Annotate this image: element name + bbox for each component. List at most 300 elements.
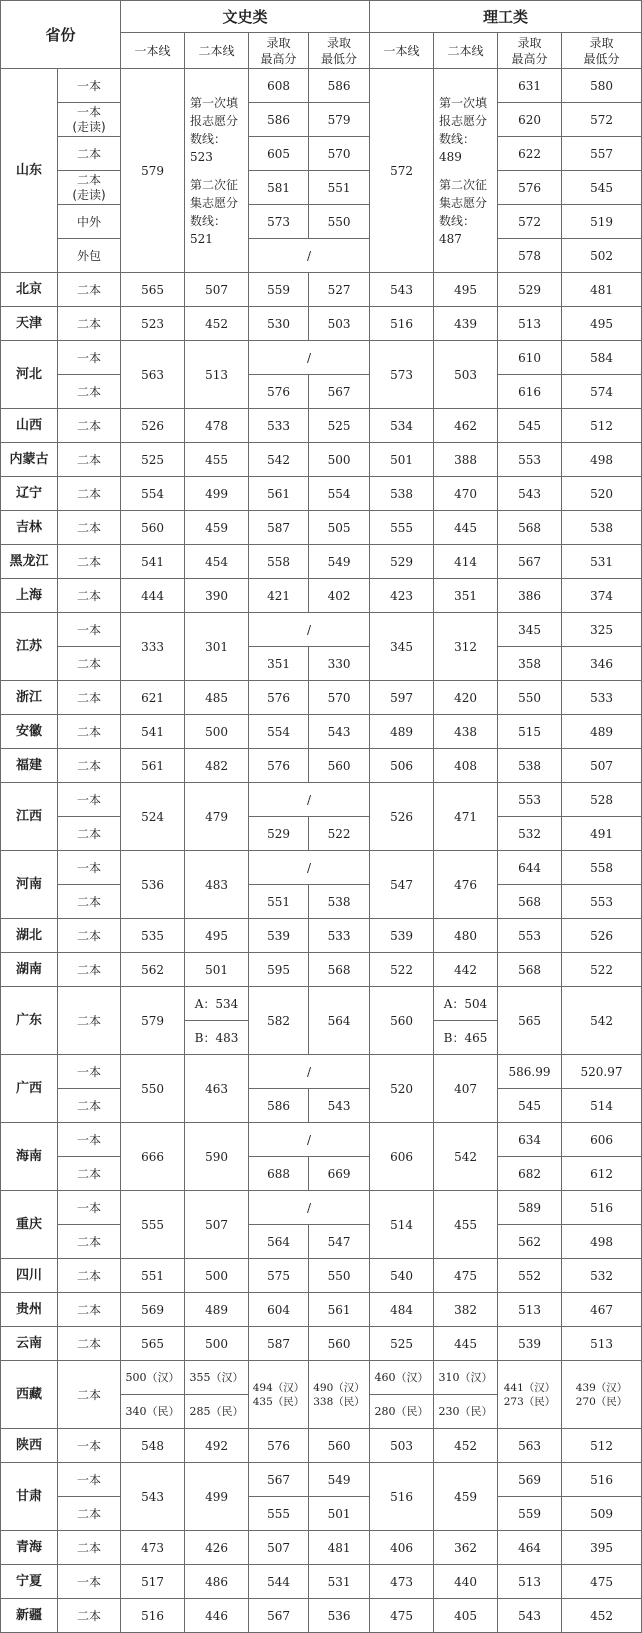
header-wen-yiben-line: 一本线 xyxy=(121,33,185,69)
li-min: 520 xyxy=(562,477,642,511)
table-row xyxy=(1,579,642,613)
li-max: 513 xyxy=(498,1565,562,1599)
wen-max: 581 xyxy=(249,171,309,205)
wen-min: 568 xyxy=(309,953,370,987)
wen-max: 559 xyxy=(249,273,309,307)
wen-min: 547 xyxy=(309,1225,370,1259)
li-max: 513 xyxy=(498,307,562,341)
li-max: 538 xyxy=(498,749,562,783)
li-min: 574 xyxy=(562,375,642,409)
table-row xyxy=(1,1531,642,1565)
wen-erben-line-b: B：483 xyxy=(185,1021,249,1055)
province-name: 山东 xyxy=(1,69,58,273)
wen-erben-line: 485 xyxy=(185,681,249,715)
wen-max: 573 xyxy=(249,205,309,239)
li-yiben-line: 560 xyxy=(370,987,434,1055)
wen-yiben-line: 562 xyxy=(121,953,185,987)
wen-min: 549 xyxy=(309,1463,370,1497)
li-erben-line: 476 xyxy=(434,851,498,919)
li-erben-line: 351 xyxy=(434,579,498,613)
table-row xyxy=(1,409,642,443)
li-erben-line: 470 xyxy=(434,477,498,511)
wen-yiben-line: 517 xyxy=(121,1565,185,1599)
wen-min: 533 xyxy=(309,919,370,953)
li-yiben-line: 503 xyxy=(370,1429,434,1463)
batch-label: 外包 xyxy=(58,239,121,273)
province-name: 重庆 xyxy=(1,1191,58,1259)
wen-yiben-line: 561 xyxy=(121,749,185,783)
table-row xyxy=(1,205,642,239)
li-min: 507 xyxy=(562,749,642,783)
li-yiben-line: 526 xyxy=(370,783,434,851)
province-name: 宁夏 xyxy=(1,1565,58,1599)
wen-min: 549 xyxy=(309,545,370,579)
wen-max: 576 xyxy=(249,681,309,715)
table-row xyxy=(1,1191,642,1225)
li-yiben-line: 475 xyxy=(370,1599,434,1633)
wen-max: 575 xyxy=(249,1259,309,1293)
wen-max: 688 xyxy=(249,1157,309,1191)
batch-label: 二本 xyxy=(58,137,121,171)
province-name: 上海 xyxy=(1,579,58,613)
batch-label: 二本 xyxy=(58,1599,121,1633)
batch-label: 一本 (走读) xyxy=(58,103,121,137)
table-row xyxy=(1,613,642,647)
table-row xyxy=(1,1361,642,1395)
batch-label: 二本 xyxy=(58,1361,121,1429)
province-name: 新疆 xyxy=(1,1599,58,1633)
wen-yiben-line: 524 xyxy=(121,783,185,851)
wen-max: 564 xyxy=(249,1225,309,1259)
li-max: 559 xyxy=(498,1497,562,1531)
li-min: 612 xyxy=(562,1157,642,1191)
wen-max: 576 xyxy=(249,749,309,783)
header-row-1 xyxy=(1,1,642,33)
header-wen-erben-line: 二本线 xyxy=(185,33,249,69)
li-max: 345 xyxy=(498,613,562,647)
wen-min: 570 xyxy=(309,137,370,171)
li-max: 562 xyxy=(498,1225,562,1259)
wen-min: 560 xyxy=(309,749,370,783)
li-max: 567 xyxy=(498,545,562,579)
batch-label: 二本 xyxy=(58,1259,121,1293)
table-row xyxy=(1,953,642,987)
table-row xyxy=(1,1599,642,1633)
wen-yiben-line: 550 xyxy=(121,1055,185,1123)
li-erben-line: 312 xyxy=(434,613,498,681)
li-min: 553 xyxy=(562,885,642,919)
li-erben-line-min: 230（民） xyxy=(434,1395,498,1429)
table-row xyxy=(1,1463,642,1497)
wen-erben-line-a: A：534 xyxy=(185,987,249,1021)
wen-min: 560 xyxy=(309,1327,370,1361)
li-min: 558 xyxy=(562,851,642,885)
batch-label: 二本 xyxy=(58,1089,121,1123)
li-yiben-line-min: 280（民） xyxy=(370,1395,434,1429)
li-yiben-line: 606 xyxy=(370,1123,434,1191)
batch-label: 二本 xyxy=(58,749,121,783)
province-name: 安徽 xyxy=(1,715,58,749)
li-max: 532 xyxy=(498,817,562,851)
li-max: 682 xyxy=(498,1157,562,1191)
wen-min: 554 xyxy=(309,477,370,511)
li-yiben-line: 540 xyxy=(370,1259,434,1293)
batch-label: 二本 xyxy=(58,1157,121,1191)
batch-label: 二本 xyxy=(58,715,121,749)
batch-label: 二本 xyxy=(58,1497,121,1531)
wen-max: 604 xyxy=(249,1293,309,1327)
table-row xyxy=(1,1497,642,1531)
wen-max: 576 xyxy=(249,1429,309,1463)
wen-not-applicable: / xyxy=(249,1191,370,1225)
li-min: 512 xyxy=(562,1429,642,1463)
li-erben-line: 445 xyxy=(434,511,498,545)
li-yiben-line: 573 xyxy=(370,341,434,409)
wen-erben-line: 590 xyxy=(185,1123,249,1191)
li-max: 565 xyxy=(498,987,562,1055)
batch-label: 二本 xyxy=(58,409,121,443)
li-max: 586.99 xyxy=(498,1055,562,1089)
table-row xyxy=(1,103,642,137)
header-li-erben-line: 二本线 xyxy=(434,33,498,69)
province-name: 贵州 xyxy=(1,1293,58,1327)
wen-erben-line: 500 xyxy=(185,1259,249,1293)
wen-min: 522 xyxy=(309,817,370,851)
li-min: 516 xyxy=(562,1463,642,1497)
wen-max: 582 xyxy=(249,987,309,1055)
wen-yiben-line: 579 xyxy=(121,69,185,273)
wen-min: 550 xyxy=(309,205,370,239)
table-row xyxy=(1,1089,642,1123)
li-erben-line: 442 xyxy=(434,953,498,987)
wen-yiben-line: 541 xyxy=(121,545,185,579)
wen-yiben-line: 563 xyxy=(121,341,185,409)
wen-min: 543 xyxy=(309,1089,370,1123)
li-erben-line: 459 xyxy=(434,1463,498,1531)
table-row xyxy=(1,783,642,817)
wen-min: 579 xyxy=(309,103,370,137)
li-min: 346 xyxy=(562,647,642,681)
table-row xyxy=(1,715,642,749)
wen-max: 595 xyxy=(249,953,309,987)
wen-erben-line: 501 xyxy=(185,953,249,987)
wen-erben-line-min: 285（民） xyxy=(185,1395,249,1429)
li-yiben-line: 538 xyxy=(370,477,434,511)
wen-yiben-line: 333 xyxy=(121,613,185,681)
table-row xyxy=(1,817,642,851)
li-yiben-line: 525 xyxy=(370,1327,434,1361)
wen-yiben-line: 525 xyxy=(121,443,185,477)
li-erben-line: 382 xyxy=(434,1293,498,1327)
wen-min: 527 xyxy=(309,273,370,307)
li-max: 568 xyxy=(498,511,562,545)
wen-min: 501 xyxy=(309,1497,370,1531)
wen-erben-line: 390 xyxy=(185,579,249,613)
batch-label: 二本 xyxy=(58,477,121,511)
li-min: 542 xyxy=(562,987,642,1055)
li-yiben-line: 539 xyxy=(370,919,434,953)
li-max: 622 xyxy=(498,137,562,171)
li-min: 475 xyxy=(562,1565,642,1599)
wen-min: 564 xyxy=(309,987,370,1055)
li-max: 589 xyxy=(498,1191,562,1225)
wen-erben-line: 426 xyxy=(185,1531,249,1565)
li-min: 491 xyxy=(562,817,642,851)
wen-not-applicable: / xyxy=(249,1123,370,1157)
province-name: 甘肃 xyxy=(1,1463,58,1531)
li-min: 531 xyxy=(562,545,642,579)
wen-yiben-line: 565 xyxy=(121,1327,185,1361)
batch-label: 二本 xyxy=(58,1225,121,1259)
li-min: 439（汉） 270（民） xyxy=(562,1361,642,1429)
li-max: 553 xyxy=(498,783,562,817)
wen-min: 543 xyxy=(309,715,370,749)
li-min: 545 xyxy=(562,171,642,205)
header-ligong: 理工类 xyxy=(370,1,642,33)
wen-yiben-line: 579 xyxy=(121,987,185,1055)
li-erben-line: 542 xyxy=(434,1123,498,1191)
wen-max: 421 xyxy=(249,579,309,613)
wen-min: 536 xyxy=(309,1599,370,1633)
wen-erben-line: 463 xyxy=(185,1055,249,1123)
li-max: 576 xyxy=(498,171,562,205)
li-max: 568 xyxy=(498,953,562,987)
li-erben-line: 438 xyxy=(434,715,498,749)
batch-label: 二本 xyxy=(58,1293,121,1327)
li-max: 358 xyxy=(498,647,562,681)
wen-max: 608 xyxy=(249,69,309,103)
li-min: 481 xyxy=(562,273,642,307)
wen-min: 490（汉） 338（民） xyxy=(309,1361,370,1429)
batch-label: 中外 xyxy=(58,205,121,239)
li-min: 498 xyxy=(562,1225,642,1259)
li-erben-line: 471 xyxy=(434,783,498,851)
wen-yiben-line: 541 xyxy=(121,715,185,749)
batch-label: 一本 xyxy=(58,613,121,647)
table-row xyxy=(1,545,642,579)
wen-yiben-line: 526 xyxy=(121,409,185,443)
batch-label: 一本 xyxy=(58,851,121,885)
batch-label: 二本 xyxy=(58,681,121,715)
wen-max: 554 xyxy=(249,715,309,749)
li-yiben-line: 406 xyxy=(370,1531,434,1565)
wen-erben-line: 452 xyxy=(185,307,249,341)
table-row xyxy=(1,137,642,171)
table-row xyxy=(1,919,642,953)
province-name: 湖南 xyxy=(1,953,58,987)
batch-label: 一本 xyxy=(58,1463,121,1497)
table-row xyxy=(1,375,642,409)
wen-erben-line: 483 xyxy=(185,851,249,919)
li-erben-line: 439 xyxy=(434,307,498,341)
wen-max: 587 xyxy=(249,511,309,545)
table-row xyxy=(1,171,642,205)
batch-label: 一本 xyxy=(58,1123,121,1157)
li-erben-line: 480 xyxy=(434,919,498,953)
wen-yiben-line: 536 xyxy=(121,851,185,919)
li-min: 533 xyxy=(562,681,642,715)
wen-erben-line: 507 xyxy=(185,273,249,307)
batch-label: 二本 xyxy=(58,817,121,851)
li-min: 502 xyxy=(562,239,642,273)
wen-erben-line: 482 xyxy=(185,749,249,783)
li-min: 557 xyxy=(562,137,642,171)
li-max: 543 xyxy=(498,477,562,511)
wen-min: 669 xyxy=(309,1157,370,1191)
li-erben-line: 445 xyxy=(434,1327,498,1361)
li-yiben-line-han: 460（汉） xyxy=(370,1361,434,1395)
wen-not-applicable: / xyxy=(249,341,370,375)
province-name: 福建 xyxy=(1,749,58,783)
batch-label: 一本 xyxy=(58,1429,121,1463)
wen-not-applicable: / xyxy=(249,239,370,273)
wen-not-applicable: / xyxy=(249,851,370,885)
wen-erben-line-han: 355（汉） xyxy=(185,1361,249,1395)
li-yiben-line: 506 xyxy=(370,749,434,783)
table-row xyxy=(1,1225,642,1259)
wen-max: 351 xyxy=(249,647,309,681)
li-yiben-line: 473 xyxy=(370,1565,434,1599)
li-erben-line: 388 xyxy=(434,443,498,477)
wen-max: 567 xyxy=(249,1599,309,1633)
wen-min: 586 xyxy=(309,69,370,103)
wen-min: 525 xyxy=(309,409,370,443)
batch-label: 一本 xyxy=(58,1055,121,1089)
table-row xyxy=(1,987,642,1021)
table-row xyxy=(1,681,642,715)
province-name: 江西 xyxy=(1,783,58,851)
table-row xyxy=(1,1429,642,1463)
li-max: 464 xyxy=(498,1531,562,1565)
wen-yiben-line: 621 xyxy=(121,681,185,715)
table-row xyxy=(1,1565,642,1599)
li-erben-line: 440 xyxy=(434,1565,498,1599)
province-name: 青海 xyxy=(1,1531,58,1565)
li-min: 489 xyxy=(562,715,642,749)
batch-label: 二本 xyxy=(58,375,121,409)
wen-max: 586 xyxy=(249,103,309,137)
wen-min: 505 xyxy=(309,511,370,545)
province-name: 内蒙古 xyxy=(1,443,58,477)
li-erben-line-a: A：504 xyxy=(434,987,498,1021)
province-name: 黑龙江 xyxy=(1,545,58,579)
wen-min: 330 xyxy=(309,647,370,681)
wen-erben-line: 459 xyxy=(185,511,249,545)
wen-erben-line: 500 xyxy=(185,1327,249,1361)
batch-label: 二本 xyxy=(58,1531,121,1565)
wen-min: 561 xyxy=(309,1293,370,1327)
wen-max: 539 xyxy=(249,919,309,953)
li-min: 606 xyxy=(562,1123,642,1157)
header-province: 省份 xyxy=(1,1,121,69)
table-row xyxy=(1,341,642,375)
batch-label: 二本 xyxy=(58,511,121,545)
wen-max: 555 xyxy=(249,1497,309,1531)
wen-max: 530 xyxy=(249,307,309,341)
table-row xyxy=(1,1055,642,1089)
batch-label: 二本 xyxy=(58,545,121,579)
province-name: 广西 xyxy=(1,1055,58,1123)
wen-yiben-line: 523 xyxy=(121,307,185,341)
li-max: 610 xyxy=(498,341,562,375)
batch-label: 二本 xyxy=(58,987,121,1055)
header-wen-min: 录取 最低分 xyxy=(309,33,370,69)
li-erben-line-b: B：465 xyxy=(434,1021,498,1055)
header-li-min: 录取 最低分 xyxy=(562,33,642,69)
batch-label: 一本 xyxy=(58,1565,121,1599)
wen-max: 561 xyxy=(249,477,309,511)
li-max: 563 xyxy=(498,1429,562,1463)
table-row xyxy=(1,273,642,307)
li-yiben-line: 516 xyxy=(370,307,434,341)
wen-yiben-line: 543 xyxy=(121,1463,185,1531)
province-name: 浙江 xyxy=(1,681,58,715)
province-name: 天津 xyxy=(1,307,58,341)
wen-erben-note: 第一次填 报志愿分 数线：523 第二次征 集志愿分 数线：521 xyxy=(185,69,249,273)
wen-min: 503 xyxy=(309,307,370,341)
wen-yiben-line: 666 xyxy=(121,1123,185,1191)
li-max: 545 xyxy=(498,1089,562,1123)
li-max: 539 xyxy=(498,1327,562,1361)
li-max: 529 xyxy=(498,273,562,307)
batch-label: 二本 xyxy=(58,953,121,987)
wen-min: 560 xyxy=(309,1429,370,1463)
li-erben-line: 407 xyxy=(434,1055,498,1123)
wen-erben-line: 495 xyxy=(185,919,249,953)
li-max: 644 xyxy=(498,851,562,885)
province-name: 吉林 xyxy=(1,511,58,545)
table-row xyxy=(1,1259,642,1293)
batch-label: 二本 xyxy=(58,647,121,681)
header-wen-max: 录取 最高分 xyxy=(249,33,309,69)
wen-max: 567 xyxy=(249,1463,309,1497)
li-min: 528 xyxy=(562,783,642,817)
li-erben-line: 475 xyxy=(434,1259,498,1293)
wen-yiben-line: 555 xyxy=(121,1191,185,1259)
table-row xyxy=(1,885,642,919)
li-min: 495 xyxy=(562,307,642,341)
batch-label: 一本 xyxy=(58,69,121,103)
li-max: 578 xyxy=(498,239,562,273)
batch-label: 一本 xyxy=(58,783,121,817)
wen-yiben-line: 548 xyxy=(121,1429,185,1463)
li-yiben-line: 522 xyxy=(370,953,434,987)
wen-min: 551 xyxy=(309,171,370,205)
wen-erben-line: 489 xyxy=(185,1293,249,1327)
wen-erben-line: 513 xyxy=(185,341,249,409)
province-name: 云南 xyxy=(1,1327,58,1361)
batch-label: 二本 xyxy=(58,1327,121,1361)
li-max: 552 xyxy=(498,1259,562,1293)
li-yiben-line: 543 xyxy=(370,273,434,307)
wen-yiben-line-min: 340（民） xyxy=(121,1395,185,1429)
li-min: 520.97 xyxy=(562,1055,642,1089)
li-erben-line: 452 xyxy=(434,1429,498,1463)
wen-min: 538 xyxy=(309,885,370,919)
li-yiben-line: 520 xyxy=(370,1055,434,1123)
wen-yiben-line: 516 xyxy=(121,1599,185,1633)
li-min: 526 xyxy=(562,919,642,953)
li-min: 532 xyxy=(562,1259,642,1293)
li-min: 514 xyxy=(562,1089,642,1123)
li-yiben-line: 345 xyxy=(370,613,434,681)
li-erben-line: 408 xyxy=(434,749,498,783)
li-max: 513 xyxy=(498,1293,562,1327)
li-min: 516 xyxy=(562,1191,642,1225)
wen-erben-line: 499 xyxy=(185,1463,249,1531)
wen-erben-line: 499 xyxy=(185,477,249,511)
table-row xyxy=(1,443,642,477)
